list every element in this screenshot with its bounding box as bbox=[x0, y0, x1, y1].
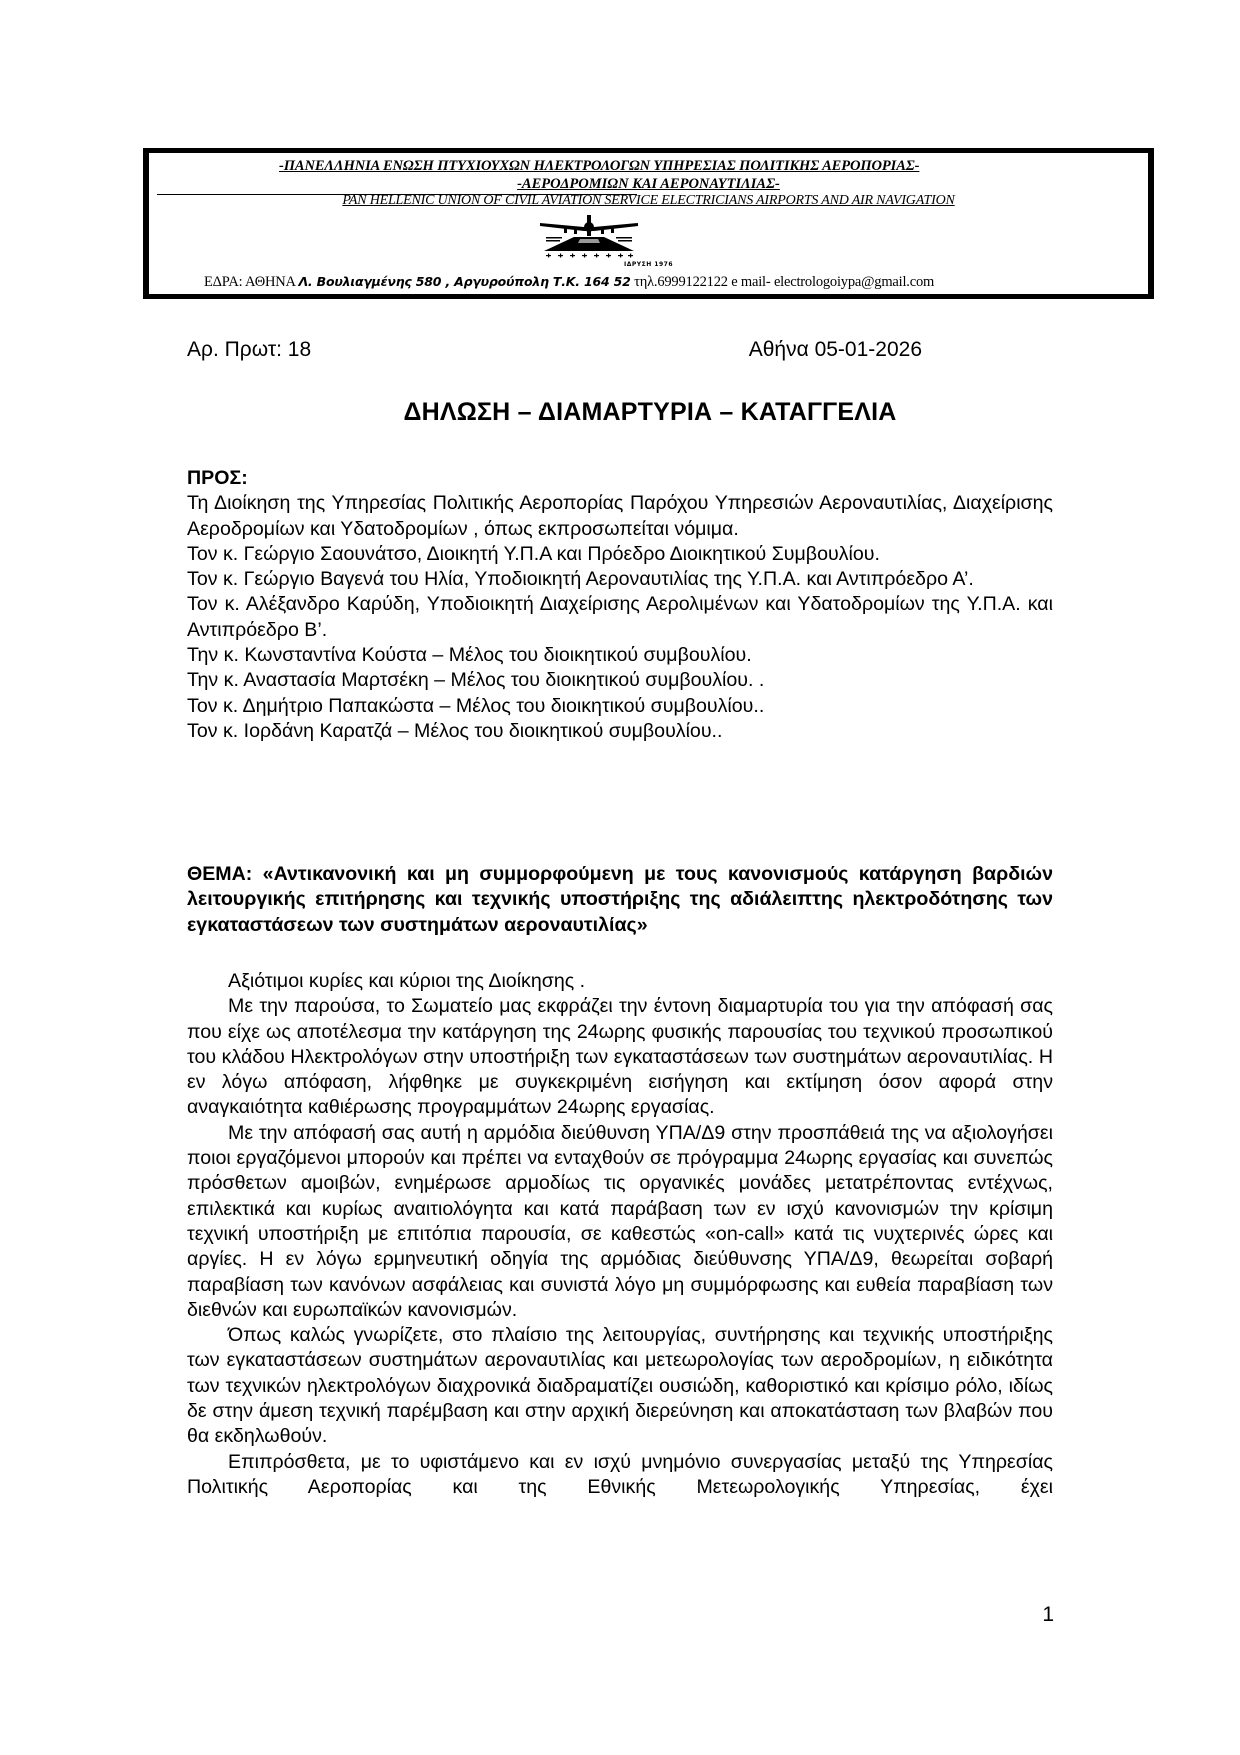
recipients-label: ΠΡΟΣ: bbox=[187, 467, 248, 489]
letter-paragraph: Επιπρόσθετα, με το υφιστάμενο και εν ισχύ μνημόνιο συνεργασίας μεταξύ της Υπηρεσίας Πολιτικής Αεροπορίας και της Εθνικής Μετεωρολογικής Υπηρεσίας, έχει bbox=[187, 1450, 1053, 1498]
recipient-item: Την κ. Αναστασία Μαρτσέκη – Μέλος του διοικητικού συμβουλίου. . bbox=[187, 669, 765, 692]
page-number: 1 bbox=[1042, 1603, 1054, 1626]
org-name-greek-line2: -ΑΕΡΟΔΡΟΜΙΩΝ ΚΑΙ ΑΕΡΟΝΑΥΤΙΛΙΑΣ- bbox=[517, 176, 780, 192]
place-date: Αθήνα 05-01-2026 bbox=[748, 338, 922, 361]
address-prefix: ΕΔΡΑ: ΑΘΗΝΑ bbox=[204, 274, 299, 290]
recipient-item: Τον κ. Δημήτριο Παπακώστα – Μέλος του διοικητικού συμβουλίου.. bbox=[187, 694, 765, 717]
recipient-item: Τον κ. Αλέξανδρο Καρύδη, Υποδιοικητή Διαχείρισης Αερολιμένων και Υδατοδρομίων της Υ.Π.Α. και Αντιπρόεδρο Β’. bbox=[187, 593, 1053, 641]
letter-paragraph: Με την απόφασή σας αυτή η αρμόδια διεύθυνση ΥΠΑ/Δ9 στην προσπάθειά της να αξιολογήσει ποιοι εργαζόμενοι μπορούν και πρέπει να ενταχθούν σε πρόγραμμα 24ωρης εργασίας και συνεπώς πρόσθετων αμοιβών, ενημέρωσε αρμοδίως τις οργανικές μονάδες μετατρέποντας εντέχνως, επιλεκτικά και κυρίως αναιτιολόγητα και κατά παράβαση των εν ισχύ κανονισμών την κρίσιμη τεχνική υποστήριξη με επιτόπια παρουσία, σε καθεστώς «on-call» κατά τις νυχτερινές ώρες και αργίες. Η εν λόγω ερμηνευτική οδηγία της αρμόδιας διεύθυνσης ΥΠΑ/Δ9, θεωρείται σοβαρή παραβίαση των κανόνων ασφάλειας και συνιστά λόγο μη συμμόρφωσης και ευθεία παραβίαση των διεθνών και ευρωπαϊκών κανονισμών. bbox=[187, 1121, 1053, 1321]
recipient-item: Τη Διοίκηση της Υπηρεσίας Πολιτικής Αεροπορίας Παρόχου Υπηρεσιών Αεροναυτιλίας, Διαχείρισης Αεροδρομίων και Υδατοδρομίων , όπως εκπροσωπείται νόμιμα. bbox=[187, 492, 1053, 540]
recipients-section bbox=[187, 466, 1053, 744]
document-title: ΔΗΛΩΣΗ – ΔΙΑΜΑΡΤΥΡΙΑ – ΚΑΤΑΓΓΕΛΙΑ bbox=[403, 398, 897, 426]
address-contact: τηλ.6999122122 e mail- electrologoiypa@gmail.com bbox=[630, 274, 935, 290]
letterhead bbox=[143, 148, 1154, 299]
recipient-item: Την κ. Κωνσταντίνα Κούστα – Μέλος του διοικητικού συμβουλίου. bbox=[187, 644, 752, 667]
letterhead-address bbox=[204, 274, 934, 291]
reference-line bbox=[187, 338, 922, 362]
salutation: Αξιότιμοι κυρίες και κύριοι της Διοίκησης . bbox=[228, 970, 586, 992]
recipient-item: Τον κ. Ιορδάνη Καρατζά – Μέλος του διοικητικού συμβουλίου.. bbox=[187, 719, 723, 742]
recipient-item: Τον κ. Γεώργιο Βαγενά του Ηλία, Υποδιοικητή Αεροναυτιλίας της Υ.Π.Α. και Αντιπρόεδρο Α’. bbox=[187, 568, 974, 591]
subject-text: ΘΕΜΑ: «Αντικανονική και μη συμμορφούμενη με τους κανονισμούς κατάργηση βαρδιών λειτουργικής επιτήρησης και τεχνικής υποστήριξης της αδιάλειπτης ηλεκτροδότησης των εγκαταστάσεων των συστημάτων αεροναυτιλίας» bbox=[187, 863, 1053, 936]
org-name-greek-line1: -ΠΑΝΕΛΛΗΝΙΑ ΕΝΩΣΗ ΠΤΥΧΙΟΥΧΩΝ ΗΛΕΚΤΡΟΛΟΓΩΝ ΥΠΗΡΕΣΙΑΣ ΠΟΛΙΤΙΚΗΣ ΑΕΡΟΠΟΡΙΑΣ- bbox=[279, 158, 920, 174]
letter-paragraph: Όπως καλώς γνωρίζετε, στο πλαίσιο της λειτουργίας, συντήρησης και τεχνικής υποστήριξης των εγκαταστάσεων συστημάτων αεροναυτιλίας και μετεωρολογίας των αεροδρομίων, η ειδικότητα των τεχνικών ηλεκτρολόγων διαχρονικά διαδραματίζει ουσιώδη, καθοριστικό και κρίσιμο ρόλο, ιδίως δε στην άμεση τεχνική παρέμβαση και στην αρχική διερεύνηση και αποκατάσταση των βλαβών που θα εκδηλωθούν. bbox=[187, 1324, 1053, 1448]
logo-caption: ΙΔΡΥΣΗ 1976 bbox=[623, 261, 674, 268]
address-street: Λ. Βουλιαγμένης 580 , Αργυρούπολη Τ.Κ. 164 52 bbox=[298, 274, 631, 289]
recipient-item: Τον κ. Γεώργιο Σαουνάτσο, Διοικητή Υ.Π.Α και Πρόεδρο Διοικητικού Συμβουλίου. bbox=[187, 542, 880, 565]
airplane-runway-logo-icon bbox=[534, 213, 644, 263]
org-name-english: PAN HELLENIC UNION OF CIVIL AVIATION SERVICE ELECTRICIANS AIRPORTS AND AIR NAVIGATION bbox=[342, 193, 955, 208]
letter-section bbox=[187, 969, 1053, 1500]
protocol-number: Αρ. Πρωτ: 18 bbox=[187, 338, 312, 361]
letter-paragraph: Με την παρούσα, το Σωματείο μας εκφράζει την έντονη διαμαρτυρία του για την απόφασή σας που είχε ως αποτέλεσμα την κατάργηση της 24ωρης φυσικής παρουσίας του τεχνικού προσωπικού του κλάδου Ηλεκτρολόγων στην υποστήριξη των εγκαταστάσεων των συστημάτων αεροναυτιλίας. Η εν λόγω απόφαση, λήφθηκε με συγκεκριμένη εισήγηση και εκτίμηση όσον αφορά στην αναγκαιότητα καθιέρωσης προγραμμάτων 24ωρης εργασίας. bbox=[187, 995, 1053, 1119]
subject-section bbox=[187, 862, 1053, 938]
